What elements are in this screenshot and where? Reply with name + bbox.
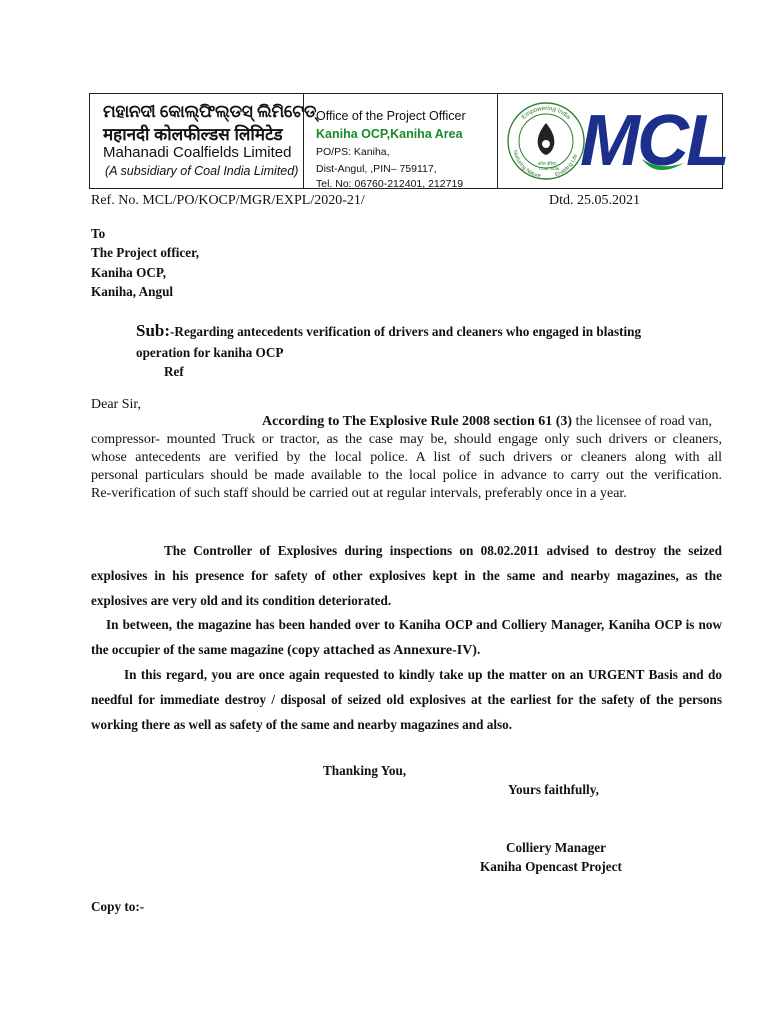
para1-line-5: Re-verification of such staff should be carried out at regular intervals, preferably once in a year.	[91, 486, 627, 501]
emblem-inner-english: Coal India	[539, 166, 560, 171]
emblem-ring-right-text: Enabling Life	[554, 153, 580, 179]
emblem-ring-left-text: Nurturing Nature	[511, 149, 542, 180]
mcl-logo-text: MCL	[580, 101, 727, 181]
para1-line-2: compressor- mounted Truck or tractor, as the case may be, should engage only such drivers or cleaners,	[91, 432, 722, 447]
para4-line-3: working there as well as safety of the same and nearby magazines and also.	[91, 717, 513, 732]
subsidiary-note: (A subsidiary of Coal India Limited)	[105, 164, 299, 178]
closing-thanks: Thanking You,	[323, 763, 407, 778]
para4-line-1: In this regard, you are once again requested to kindly take up the matter on an URGENT Basis and do	[124, 667, 722, 682]
subject-label: Sub:	[136, 321, 171, 340]
subject-line-1	[136, 321, 722, 341]
subject-text-1: -Regarding antecedents verification of drivers and cleaners who engaged in blasting	[170, 324, 642, 339]
closing-yours: Yours faithfully,	[508, 782, 599, 797]
para1-line-3: whose antecedents are verified by the local police. A list of such drivers or cleaners along with all	[91, 450, 722, 465]
addressee-line-3: Kaniha, Angul	[91, 284, 174, 299]
salutation: Dear Sir,	[91, 397, 141, 412]
company-name-odia: ମହାନଦୀ କୋଲ୍‌ଫିଲ୍‌ଡସ୍ ଲିମିଟେଡ୍	[103, 102, 317, 121]
reference-number: Ref. No. MCL/PO/KOCP/MGR/EXPL/2020-21/	[91, 193, 365, 208]
office-address-cell	[303, 93, 498, 189]
logo-cell	[498, 93, 727, 189]
office-title: Office of the Project Officer	[316, 109, 466, 123]
letter-date: Dtd. 25.05.2021	[549, 193, 640, 208]
coal-india-emblem	[503, 99, 589, 183]
para1-line-1	[262, 414, 722, 430]
para1-rule-ref: According to The Explosive Rule 2008 section 61	[262, 414, 556, 429]
signatory-project: Kaniha Opencast Project	[480, 859, 622, 874]
para1-line-4: personal particulars should be made available to the local police in advance to carry out the verification.	[91, 468, 722, 483]
to-label: To	[91, 226, 106, 241]
address-line-1: PO/PS: Kaniha,	[316, 146, 390, 158]
para3-line-2	[91, 641, 480, 659]
office-area: Kaniha OCP,Kaniha Area	[316, 127, 463, 141]
signatory-title: Colliery Manager	[506, 840, 606, 855]
subject-ref: Ref	[164, 364, 184, 379]
para3-line-2-end: .	[476, 642, 481, 657]
para4-line-2: needful for immediate destroy / disposal of seized old explosives at the earliest for the safety of the persons	[91, 692, 722, 707]
address-line-2: Dist-Angul, ,PIN– 759117,	[316, 163, 437, 175]
para2-line-2: explosives in his presence for safety of other explosives kept in the same and nearby magazines, as the	[91, 568, 722, 583]
emblem-ring-top-text: Empowering India	[520, 104, 572, 121]
mcl-logo-swoosh-icon	[640, 155, 686, 179]
para3-annexure-note: (copy attached as Annexure-IV)	[287, 643, 477, 658]
para1-rule-section: (3)	[555, 414, 573, 429]
addressee-line-2: Kaniha OCP,	[91, 265, 166, 280]
para1-line-1-rest: the licensee of road van,	[572, 414, 713, 429]
addressee-line-1: The Project officer,	[91, 245, 200, 260]
para2-line-3: explosives are very old and its condition deteriorated.	[91, 593, 392, 608]
emblem-inner-hindi: कोल इंडिया	[538, 162, 557, 167]
company-name-hindi: महानदी कोलफील्डस लिमिटेड	[103, 125, 283, 144]
para2-line-1: The Controller of Explosives during inspections on 08.02.2011 advised to destroy the seized	[164, 543, 722, 558]
subject-line-2: operation for kaniha OCP	[136, 345, 284, 360]
emblem-drop-icon	[538, 123, 555, 155]
company-name-english: Mahanadi Coalfields Limited	[103, 144, 292, 161]
para3-line-2-text: the occupier of the same magazine	[91, 642, 288, 657]
para3-line-1: In between, the magazine has been handed over to Kaniha OCP and Colliery Manager, Kaniha OCP is now	[106, 617, 722, 632]
telephone: Tel. No: 06760-212401, 212719	[316, 178, 464, 190]
letterhead-company-cell	[89, 93, 317, 189]
copy-to-label: Copy to:-	[91, 899, 145, 914]
